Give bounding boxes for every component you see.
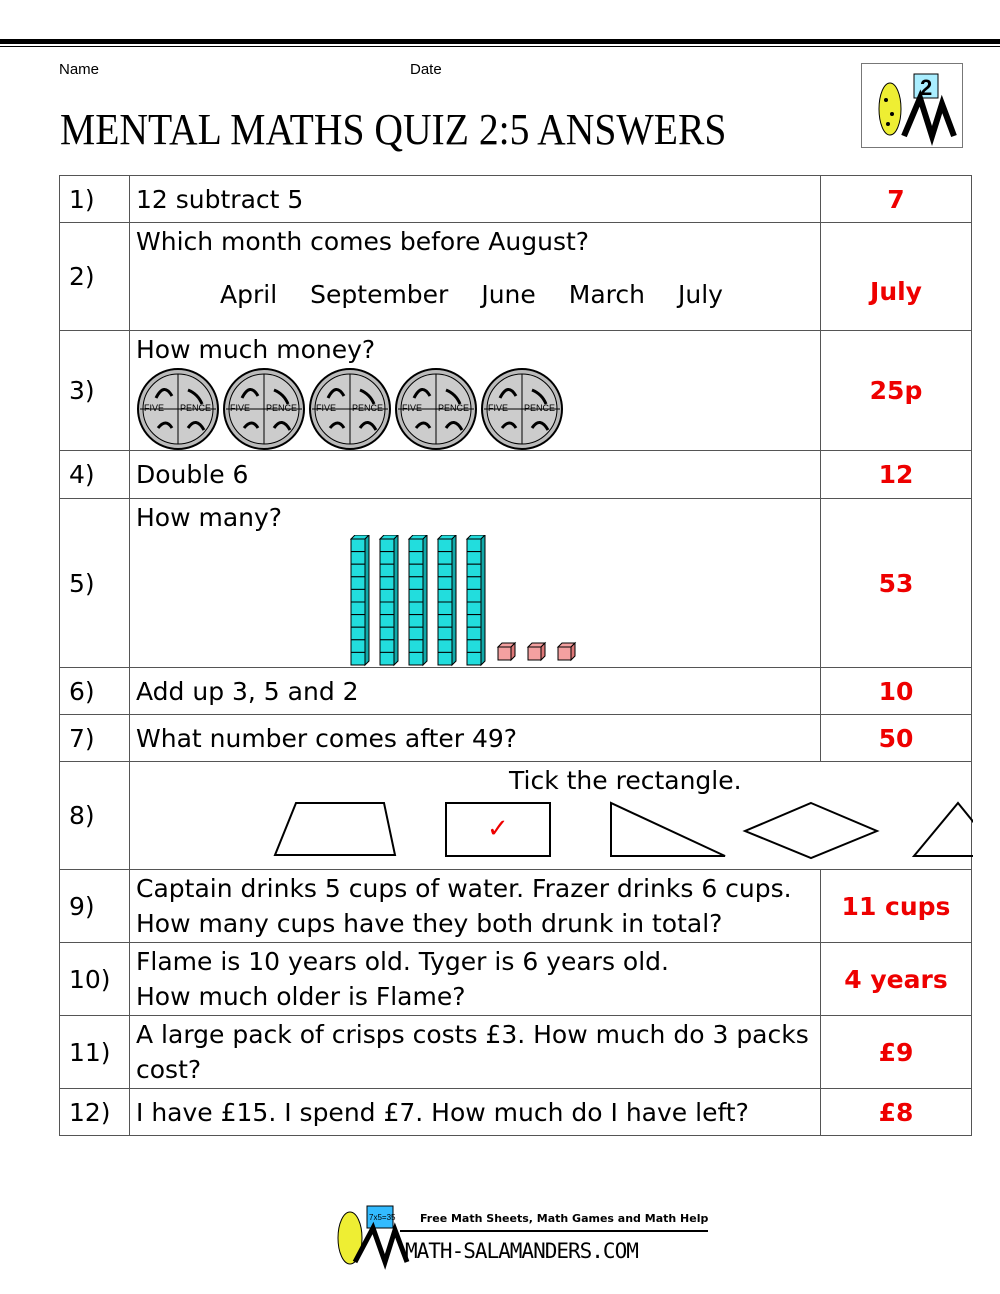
question-text: A large pack of crisps costs £3. How much do 3 packs xyxy=(136,1020,809,1049)
question-row-10 xyxy=(60,943,972,1016)
question-number: 3) xyxy=(60,331,130,451)
question-number: 2) xyxy=(60,223,130,331)
question-text: Flame is 10 years old. Tyger is 6 years old. xyxy=(136,947,669,976)
name-label: Name xyxy=(59,61,100,78)
question-number: 6) xyxy=(60,668,130,715)
five-pence-coin xyxy=(308,368,393,450)
option: September xyxy=(310,280,449,309)
question-number: 11) xyxy=(60,1016,130,1089)
tens-rod xyxy=(438,535,456,665)
logo-number: 2 xyxy=(920,75,933,100)
question-text: 12 subtract 5 xyxy=(136,184,304,214)
five-pence-coin xyxy=(136,368,221,450)
question-text: Add up 3, 5 and 2 xyxy=(136,676,359,706)
top-rule xyxy=(0,39,1000,44)
question-text: What number comes after 49? xyxy=(136,723,518,753)
answer: 4 years xyxy=(821,943,972,1016)
trapezium-shape[interactable] xyxy=(275,803,395,855)
question-text: Tick the rectangle. xyxy=(509,766,742,795)
shapes xyxy=(130,762,973,870)
question-text: How much older is Flame? xyxy=(136,982,466,1011)
option: April xyxy=(220,280,278,309)
coins xyxy=(136,368,565,450)
footer-tagline: Free Math Sheets, Math Games and Math Help xyxy=(420,1212,709,1225)
question-text: How many? xyxy=(136,503,283,532)
svg-text:FIVE: FIVE xyxy=(230,403,251,413)
svg-text:PENCE: PENCE xyxy=(524,403,556,413)
month-options xyxy=(220,280,723,309)
tens-rod xyxy=(409,535,427,665)
date-label: Date xyxy=(410,61,442,78)
tens-rod xyxy=(380,535,398,665)
question-number: 4) xyxy=(60,451,130,499)
question-row-5 xyxy=(60,499,972,668)
question-number: 7) xyxy=(60,715,130,762)
unit-cube xyxy=(558,643,575,660)
right-triangle-shape[interactable] xyxy=(611,803,725,856)
svg-text:FIVE: FIVE xyxy=(144,403,165,413)
five-pence-coin xyxy=(394,368,479,450)
question-text: How much money? xyxy=(136,335,376,364)
question-number: 9) xyxy=(60,870,130,943)
question-number: 12) xyxy=(60,1089,130,1136)
page-title: MENTAL MATHS QUIZ 2:5 ANSWERS xyxy=(60,105,727,154)
salamander-logo xyxy=(861,63,963,148)
answer: £8 xyxy=(821,1089,972,1136)
answer: 11 cups xyxy=(821,870,972,943)
answer: 10 xyxy=(821,668,972,715)
question-row-3 xyxy=(60,331,972,451)
question-row-7 xyxy=(60,715,972,762)
svg-text:FIVE: FIVE xyxy=(402,403,423,413)
question-row-12 xyxy=(60,1089,972,1136)
option: June xyxy=(481,280,536,309)
rhombus-shape[interactable] xyxy=(745,803,877,858)
footer-site: MATH-SALAMANDERS.COM xyxy=(405,1239,638,1263)
question-number: 10) xyxy=(60,943,130,1016)
svg-text:PENCE: PENCE xyxy=(352,403,384,413)
answer: £9 xyxy=(821,1016,972,1089)
unit-cube xyxy=(528,643,545,660)
question-text: Which month comes before August? xyxy=(136,227,590,256)
five-pence-coin xyxy=(222,368,307,450)
question-row-2 xyxy=(60,223,972,331)
question-text: Double 6 xyxy=(136,460,249,489)
question-number: 5) xyxy=(60,499,130,668)
question-text: I have £15. I spend £7. How much do I have left? xyxy=(136,1097,749,1127)
question-text: Captain drinks 5 cups of water. Frazer drinks 6 cups. xyxy=(136,874,792,903)
tens-rod xyxy=(467,535,485,665)
option: March xyxy=(568,280,646,309)
question-row-1 xyxy=(60,176,972,223)
answer: 53 xyxy=(821,499,972,668)
question-row-9 xyxy=(60,870,972,943)
question-row-4 xyxy=(60,451,972,499)
question-row-6 xyxy=(60,668,972,715)
triangle-shape[interactable] xyxy=(914,803,973,856)
question-row-8 xyxy=(60,762,972,870)
footer-board-text: 7x5=35 xyxy=(369,1213,396,1222)
five-pence-coin xyxy=(480,368,565,450)
answer: 7 xyxy=(821,176,972,223)
question-number: 1) xyxy=(60,176,130,223)
tick-mark: ✓ xyxy=(487,814,509,844)
answer: 25p xyxy=(821,331,972,451)
question-row-11 xyxy=(60,1016,972,1089)
footer-logo[interactable] xyxy=(325,1200,715,1270)
answer: July xyxy=(821,223,972,331)
svg-text:FIVE: FIVE xyxy=(488,403,509,413)
unit-cube xyxy=(498,643,515,660)
svg-text:PENCE: PENCE xyxy=(438,403,470,413)
question-number: 8) xyxy=(60,762,130,870)
svg-text:FIVE: FIVE xyxy=(316,403,337,413)
top-rule-thin xyxy=(0,46,1000,47)
option: July xyxy=(678,280,723,309)
base-ten-blocks xyxy=(350,535,600,667)
svg-text:PENCE: PENCE xyxy=(266,403,298,413)
question-text: cost? xyxy=(136,1055,202,1084)
answer: 12 xyxy=(821,451,972,499)
answer: 50 xyxy=(821,715,972,762)
tens-rod xyxy=(351,535,369,665)
quiz-table xyxy=(59,175,972,1136)
svg-text:PENCE: PENCE xyxy=(180,403,212,413)
question-text: How many cups have they both drunk in total? xyxy=(136,909,723,938)
